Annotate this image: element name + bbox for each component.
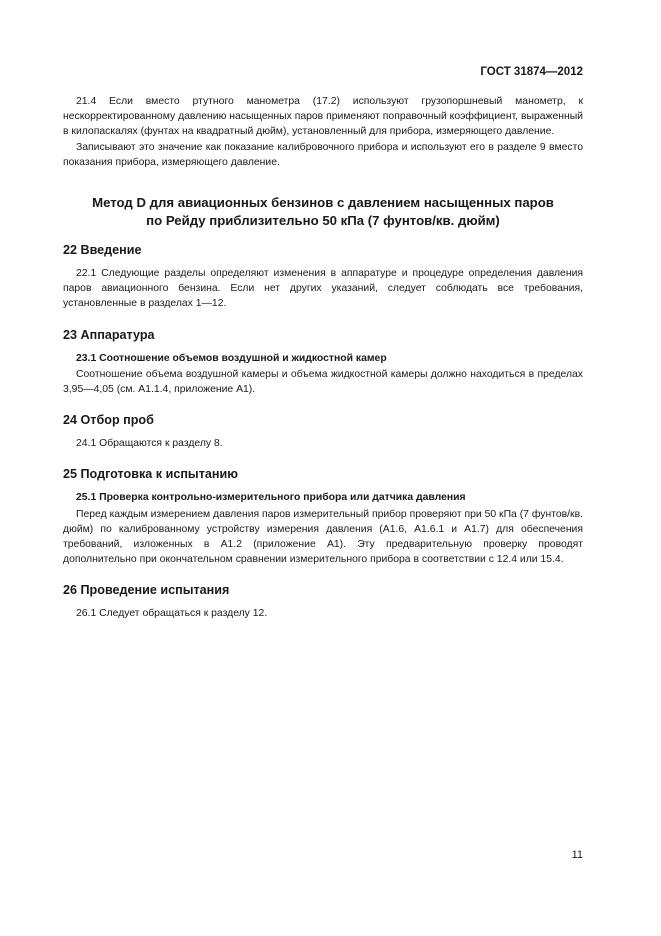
- page-number: 11: [571, 849, 583, 861]
- paragraph-26-1: 26.1 Следует обращаться к разделу 12.: [76, 608, 268, 620]
- paragraph-23-1: Соотношение объема воздушной камеры и объема жидкостной камеры должно находиться в пределах 3,95—4,05 (см. А1.1.4, приложение А1).: [63, 368, 583, 396]
- section-24-title: 24 Отбор проб: [63, 413, 154, 428]
- document-id: ГОСТ 31874—2012: [480, 66, 583, 78]
- paragraph-24-1: 24.1 Обращаются к разделу 8.: [76, 438, 223, 450]
- subsection-25-1-title: 25.1 Проверка контрольно-измерительного прибора или датчика давления: [76, 492, 466, 504]
- page-content: [63, 94, 583, 622]
- paragraph-21-4: 21.4 Если вместо ртутного манометра (17.2) используют грузопоршневый манометр, к нескорректированному давлению насыщенных паров применяют поправочный коэффициент, выраженный в килопаскалях (фунтах на квадратный дюйм), установленный для прибора, измеряющего давление.: [63, 96, 583, 138]
- paragraph-22-1: 22.1 Следующие разделы определяют изменения в аппаратуре и процедуре определения давления паров авиационного бензина. Если нет других указаний, следует соблюдать все требования, установленные в разделах 1—12.: [63, 268, 583, 310]
- section-22-title: 22 Введение: [63, 243, 142, 258]
- paragraph-25-1: Перед каждым измерением давления паров измерительный прибор проверяют при 50 кПа (7 фунтов/кв. дюйм) по калиброванному устройству измерения давления (А1.6, А1.6.1 и А1.7) для обеспечения требований, изложенных в А1.2 (приложение А1). Эту предварительную проверку проводят дополнительно при окончательном сравнении измерительного прибора в соответствии с 12.4 или 15.4.: [63, 508, 583, 566]
- section-23-title: 23 Аппаратура: [63, 327, 155, 342]
- section-26-title: 26 Проведение испытания: [63, 583, 230, 598]
- method-heading-line1: Метод D для авиационных бензинов с давлением насыщенных паров: [92, 195, 554, 211]
- section-25-title: 25 Подготовка к испытанию: [63, 467, 238, 482]
- paragraph-21-4-cont: Записывают это значение как показание калибровочного прибора и используют его в разделе 9 вместо показания прибора, измеряющего давление.: [63, 141, 583, 168]
- method-heading-line2: по Рейду приблизительно 50 кПа (7 фунтов/кв. дюйм): [146, 212, 500, 228]
- method-heading: [63, 194, 583, 229]
- subsection-23-1-title: 23.1 Соотношение объемов воздушной и жидкостной камер: [76, 352, 387, 364]
